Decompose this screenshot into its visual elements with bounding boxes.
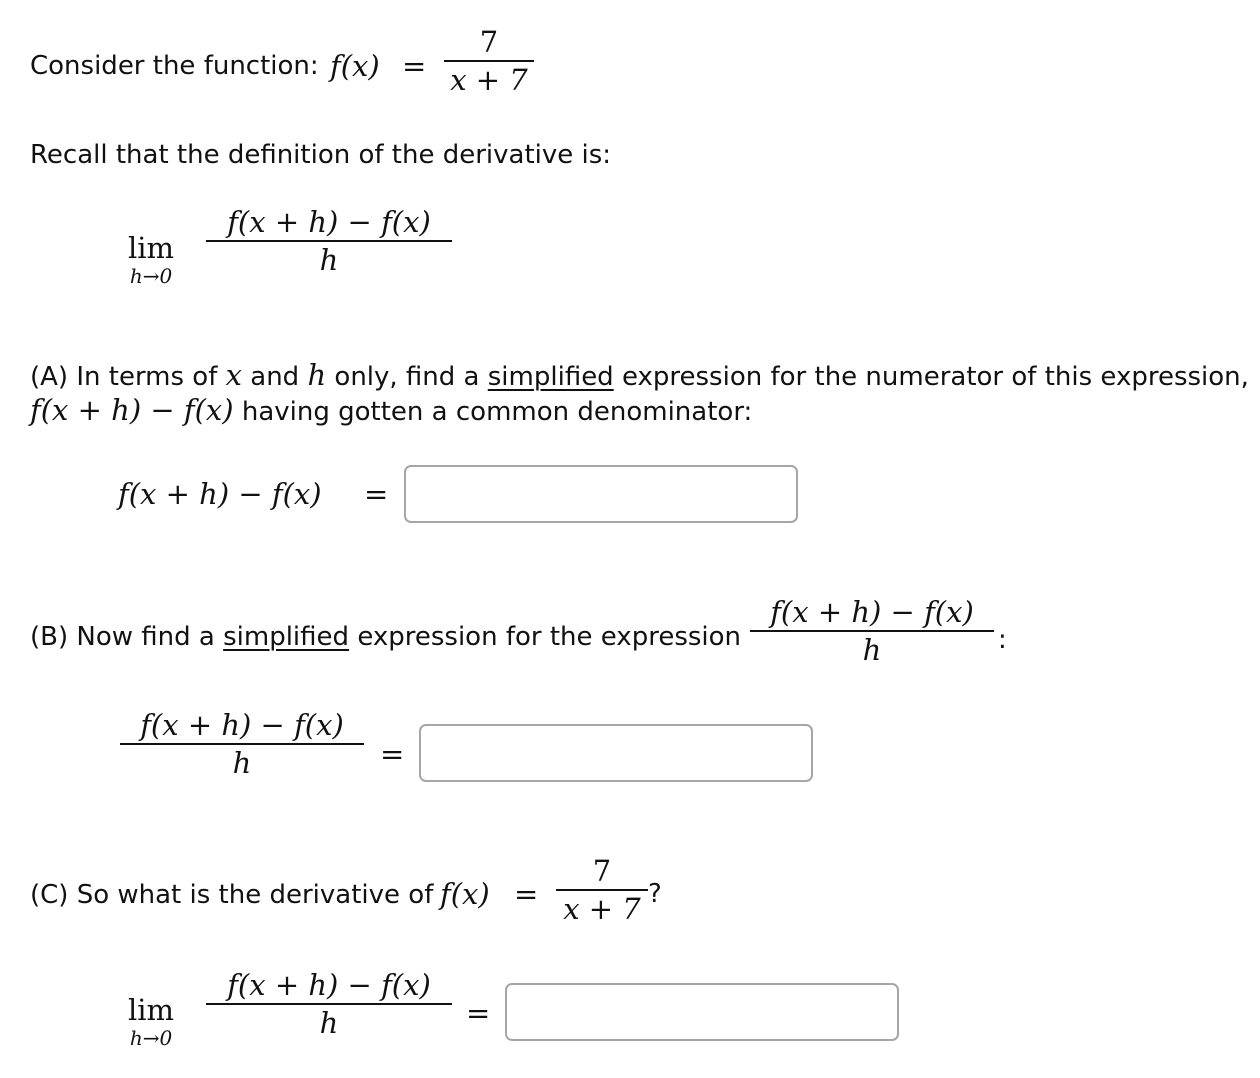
part-a-var-x: x (225, 358, 242, 392)
part-c-lim-fraction (206, 967, 452, 1041)
part-c-question-mark: ? (648, 879, 662, 909)
part-a-after-vars: only, find a (334, 362, 480, 392)
part-a-var-h: h (307, 358, 327, 392)
intro-fraction (444, 24, 534, 98)
lim-word: lim (127, 993, 175, 1027)
intro-function-lhs: f(x) (330, 49, 380, 83)
part-b-inline-fraction (750, 594, 994, 668)
part-b-inline-numerator: f(x + h) − f(x) (770, 595, 974, 629)
intro-numerator: 7 (479, 25, 499, 59)
part-a-suffix: expression for the numerator of this expression, (621, 362, 1249, 392)
part-c-fraction (556, 853, 648, 927)
part-b-answer-input[interactable] (419, 724, 813, 782)
intro-equals: = (402, 49, 427, 83)
part-b-prefix: (B) Now find a (30, 622, 215, 652)
part-c-instruction: (C) So what is the derivative of (30, 880, 434, 910)
part-b-suffix: expression for the expression (357, 622, 742, 652)
part-c-lim-numerator: f(x + h) − f(x) (227, 968, 431, 1002)
intro-denominator: x + 7 (450, 63, 528, 97)
part-c-lhs: f(x) (440, 877, 490, 911)
part-a-answer-input[interactable] (404, 465, 798, 523)
part-a-prefix: (A) In terms of (30, 362, 218, 392)
part-c-equals: = (514, 877, 539, 911)
part-c-limit (126, 994, 176, 1050)
part-a-line2 (30, 392, 752, 428)
part-b-inline-denominator: h (862, 633, 882, 667)
recall-numerator: f(x + h) − f(x) (227, 205, 431, 239)
recall-text: Recall that the definition of the derivative is: (30, 140, 612, 170)
part-a-line2-text: having gotten a common denominator: (241, 397, 753, 427)
lim-word: lim (127, 231, 175, 265)
part-c-numerator: 7 (592, 854, 612, 888)
part-a-equals: = (364, 477, 389, 511)
part-b-lhs-fraction (120, 707, 364, 781)
part-b-colon: : (998, 625, 1007, 655)
part-a-and: and (250, 362, 300, 392)
part-c-denominator: x + 7 (563, 892, 641, 926)
part-b-simplified-link[interactable]: simplified (223, 622, 350, 652)
part-a-simplified-link[interactable]: simplified (487, 362, 614, 392)
recall-denominator: h (319, 243, 339, 277)
part-b-equals: = (380, 737, 405, 771)
lim-subscript: h→0 (129, 1026, 173, 1050)
lim-subscript: h→0 (129, 264, 173, 288)
part-c-lim-denominator: h (319, 1006, 339, 1040)
part-c-answer-input[interactable] (505, 983, 899, 1041)
intro-label: Consider the function: (30, 51, 319, 81)
part-b-instruction (30, 621, 741, 653)
part-b-lhs-denominator: h (232, 746, 252, 780)
part-c-equals-2: = (466, 996, 491, 1030)
part-a-line2-math: f(x + h) − f(x) (30, 393, 234, 427)
part-a-lhs: f(x + h) − f(x) (118, 477, 322, 511)
recall-fraction (206, 204, 452, 278)
part-a-instruction (30, 357, 1249, 393)
recall-limit (126, 232, 176, 288)
part-b-lhs-numerator: f(x + h) − f(x) (140, 708, 344, 742)
